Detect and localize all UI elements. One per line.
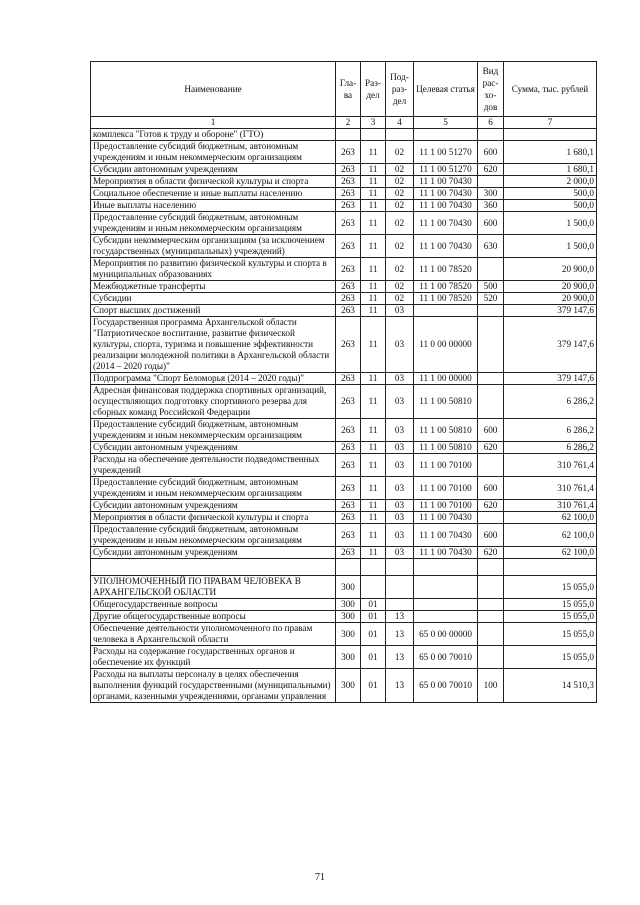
row-target: 11 1 00 70430	[414, 176, 478, 188]
row-vid: 620	[478, 500, 504, 512]
row-podrazdel: 02	[386, 281, 414, 293]
column-number: 7	[504, 117, 597, 129]
row-glava: 263	[336, 293, 361, 305]
row-podrazdel: 13	[386, 623, 414, 646]
row-podrazdel: 13	[386, 611, 414, 623]
row-vid: 600	[478, 212, 504, 235]
row-razdel: 11	[361, 305, 386, 317]
row-name: Спорт высших достижений	[91, 305, 336, 317]
row-target: 65 0 00 70010	[414, 669, 478, 703]
table-row	[91, 419, 597, 442]
row-glava: 300	[336, 599, 361, 611]
row-glava: 263	[336, 547, 361, 559]
row-sum: 14 510,3	[504, 669, 597, 703]
column-number: 5	[414, 117, 478, 129]
row-sum: 6 286,2	[504, 442, 597, 454]
row-razdel: 11	[361, 293, 386, 305]
row-glava: 300	[336, 646, 361, 669]
row-target: 11 1 00 70430	[414, 512, 478, 524]
row-razdel: 11	[361, 419, 386, 442]
row-podrazdel: 02	[386, 212, 414, 235]
row-target	[414, 611, 478, 623]
row-sum: 20 900,0	[504, 293, 597, 305]
column-number: 2	[336, 117, 361, 129]
row-name: Общегосударственные вопросы	[91, 599, 336, 611]
table-row	[91, 188, 597, 200]
row-sum: 20 900,0	[504, 258, 597, 281]
row-name: комплекса "Готов к труду и обороне" (ГТО)	[91, 129, 336, 141]
row-sum: 1 500,0	[504, 212, 597, 235]
table-row	[91, 235, 597, 258]
row-vid	[478, 599, 504, 611]
row-sum: 15 055,0	[504, 599, 597, 611]
row-glava: 263	[336, 212, 361, 235]
header-podrazdel: Под-раз-дел	[386, 62, 414, 117]
table-row	[91, 599, 597, 611]
row-vid: 620	[478, 442, 504, 454]
row-podrazdel	[386, 599, 414, 611]
row-sum: 15 055,0	[504, 576, 597, 599]
row-glava: 263	[336, 454, 361, 477]
row-podrazdel: 02	[386, 235, 414, 258]
row-target	[414, 599, 478, 611]
row-name: Адресная финансовая поддержка спортивных организаций, осуществляющих подготовку спортивного резерва для сборных команд Российской Федерации	[91, 385, 336, 419]
row-podrazdel	[386, 576, 414, 599]
header-name: Наименование	[91, 62, 336, 117]
row-name: Иные выплаты населению	[91, 200, 336, 212]
column-number: 1	[91, 117, 336, 129]
row-glava: 263	[336, 477, 361, 500]
table-row	[91, 317, 597, 373]
row-glava: 300	[336, 669, 361, 703]
table-row	[91, 559, 597, 576]
row-glava: 263	[336, 385, 361, 419]
row-razdel: 01	[361, 623, 386, 646]
row-podrazdel: 02	[386, 176, 414, 188]
row-name: Расходы на обеспечение деятельности подведомственных учреждений	[91, 454, 336, 477]
row-glava	[336, 129, 361, 141]
row-glava: 263	[336, 500, 361, 512]
row-razdel: 11	[361, 317, 386, 373]
row-sum: 15 055,0	[504, 623, 597, 646]
row-podrazdel: 03	[386, 524, 414, 547]
row-podrazdel: 02	[386, 200, 414, 212]
row-name: Предоставление субсидий бюджетным, автономным учреждениям и иным некоммерческим организациям	[91, 477, 336, 500]
row-target: 11 1 00 00000	[414, 373, 478, 385]
row-razdel: 11	[361, 373, 386, 385]
table-row	[91, 164, 597, 176]
row-razdel: 11	[361, 385, 386, 419]
row-razdel: 11	[361, 176, 386, 188]
row-glava: 300	[336, 611, 361, 623]
row-podrazdel: 03	[386, 419, 414, 442]
row-sum: 1 680,1	[504, 141, 597, 164]
page-number: 71	[315, 872, 325, 883]
table-row	[91, 385, 597, 419]
table-row	[91, 547, 597, 559]
row-target	[414, 559, 478, 576]
row-sum: 500,0	[504, 188, 597, 200]
row-podrazdel: 03	[386, 385, 414, 419]
row-vid	[478, 623, 504, 646]
row-podrazdel: 02	[386, 293, 414, 305]
row-target	[414, 129, 478, 141]
row-vid: 500	[478, 281, 504, 293]
column-number-row	[91, 117, 597, 129]
table-row	[91, 305, 597, 317]
row-podrazdel: 02	[386, 164, 414, 176]
row-razdel	[361, 559, 386, 576]
row-glava: 300	[336, 623, 361, 646]
row-name: Предоставление субсидий бюджетным, автономным учреждениям и иным некоммерческим организациям	[91, 212, 336, 235]
column-number: 4	[386, 117, 414, 129]
row-target: 11 1 00 51270	[414, 141, 478, 164]
row-name: Субсидии автономным учреждениям	[91, 442, 336, 454]
row-sum: 20 900,0	[504, 281, 597, 293]
row-sum: 379 147,6	[504, 305, 597, 317]
row-razdel: 01	[361, 611, 386, 623]
row-sum: 62 100,0	[504, 524, 597, 547]
table-row	[91, 646, 597, 669]
row-razdel: 01	[361, 646, 386, 669]
row-target: 11 1 00 70100	[414, 477, 478, 500]
row-podrazdel	[386, 129, 414, 141]
row-glava: 300	[336, 576, 361, 599]
row-razdel: 01	[361, 599, 386, 611]
row-target: 11 1 00 78520	[414, 258, 478, 281]
row-target: 11 1 00 70430	[414, 547, 478, 559]
row-target: 11 1 00 50810	[414, 442, 478, 454]
row-sum: 62 100,0	[504, 547, 597, 559]
row-podrazdel: 02	[386, 258, 414, 281]
row-name: Субсидии автономным учреждениям	[91, 547, 336, 559]
row-sum	[504, 129, 597, 141]
row-sum: 1 500,0	[504, 235, 597, 258]
row-target: 11 1 00 78520	[414, 293, 478, 305]
table-row	[91, 258, 597, 281]
row-glava: 263	[336, 442, 361, 454]
row-razdel: 11	[361, 235, 386, 258]
table-row	[91, 611, 597, 623]
row-vid: 600	[478, 141, 504, 164]
row-name: Государственная программа Архангельской области "Патриотическое воспитание, развитие физической культуры, спорта, туризма и повышение эффективности реализации молодежной политики в Архангельской области (2014 – 2020 годы)"	[91, 317, 336, 373]
table-row	[91, 454, 597, 477]
row-target	[414, 305, 478, 317]
row-sum: 15 055,0	[504, 611, 597, 623]
row-target	[414, 576, 478, 599]
row-name: Субсидии автономным учреждениям	[91, 500, 336, 512]
row-target: 11 1 00 70430	[414, 235, 478, 258]
table-body	[91, 129, 597, 703]
row-sum	[504, 559, 597, 576]
header-glava: Гла-ва	[336, 62, 361, 117]
row-target: 11 1 00 70430	[414, 188, 478, 200]
row-name: Предоставление субсидий бюджетным, автономным учреждениям и иным некоммерческим организациям	[91, 141, 336, 164]
row-target: 11 1 00 70430	[414, 212, 478, 235]
row-glava: 263	[336, 235, 361, 258]
row-name: Субсидии	[91, 293, 336, 305]
row-razdel: 11	[361, 512, 386, 524]
row-target: 11 1 00 70100	[414, 454, 478, 477]
row-razdel: 11	[361, 442, 386, 454]
row-glava: 263	[336, 258, 361, 281]
header-sum: Сумма, тыс. рублей	[504, 62, 597, 117]
column-number: 6	[478, 117, 504, 129]
row-sum: 310 761,4	[504, 454, 597, 477]
row-name: Расходы на выплаты персоналу в целях обеспечения выполнения функций государственными (муниципальными) органами, казенными учреждениями, органами управления	[91, 669, 336, 703]
table-row	[91, 200, 597, 212]
row-name: Социальное обеспечение и иные выплаты населению	[91, 188, 336, 200]
row-vid	[478, 646, 504, 669]
row-vid	[478, 317, 504, 373]
row-podrazdel: 13	[386, 646, 414, 669]
row-podrazdel: 03	[386, 373, 414, 385]
row-razdel: 11	[361, 258, 386, 281]
header-target: Целевая статья	[414, 62, 478, 117]
row-podrazdel: 03	[386, 512, 414, 524]
row-name: Субсидии автономным учреждениям	[91, 164, 336, 176]
row-podrazdel: 03	[386, 477, 414, 500]
row-name: Межбюджетные трансферты	[91, 281, 336, 293]
row-glava: 263	[336, 419, 361, 442]
row-vid	[478, 305, 504, 317]
row-target: 11 0 00 00000	[414, 317, 478, 373]
row-razdel	[361, 576, 386, 599]
row-sum: 62 100,0	[504, 512, 597, 524]
row-glava: 263	[336, 512, 361, 524]
table-row	[91, 623, 597, 646]
row-vid: 600	[478, 477, 504, 500]
row-razdel: 11	[361, 454, 386, 477]
row-razdel	[361, 129, 386, 141]
row-glava	[336, 559, 361, 576]
row-sum: 2 000,0	[504, 176, 597, 188]
row-razdel: 11	[361, 281, 386, 293]
row-name: Предоставление субсидий бюджетным, автономным учреждениям и иным некоммерческим организациям	[91, 524, 336, 547]
table-row	[91, 141, 597, 164]
row-target: 11 1 00 50810	[414, 385, 478, 419]
row-podrazdel: 13	[386, 669, 414, 703]
row-razdel: 11	[361, 188, 386, 200]
table-row	[91, 176, 597, 188]
row-sum: 15 055,0	[504, 646, 597, 669]
row-vid: 520	[478, 293, 504, 305]
row-glava: 263	[336, 305, 361, 317]
row-vid	[478, 512, 504, 524]
row-glava: 263	[336, 200, 361, 212]
row-vid: 100	[478, 669, 504, 703]
table-row	[91, 281, 597, 293]
header-razdel: Раз-дел	[361, 62, 386, 117]
row-vid: 620	[478, 547, 504, 559]
row-vid: 630	[478, 235, 504, 258]
row-podrazdel: 02	[386, 188, 414, 200]
row-name: Расходы на содержание государственных органов и обеспечение их функций	[91, 646, 336, 669]
row-name: Предоставление субсидий бюджетным, автономным учреждениям и иным некоммерческим организациям	[91, 419, 336, 442]
table-row	[91, 212, 597, 235]
row-sum: 500,0	[504, 200, 597, 212]
row-sum: 379 147,6	[504, 317, 597, 373]
row-vid: 300	[478, 188, 504, 200]
row-razdel: 11	[361, 164, 386, 176]
row-podrazdel: 03	[386, 500, 414, 512]
table-row	[91, 477, 597, 500]
row-vid: 600	[478, 524, 504, 547]
row-glava: 263	[336, 524, 361, 547]
row-podrazdel	[386, 559, 414, 576]
row-sum: 310 761,4	[504, 477, 597, 500]
table-row	[91, 129, 597, 141]
table-row	[91, 442, 597, 454]
row-sum: 310 761,4	[504, 500, 597, 512]
row-razdel: 11	[361, 200, 386, 212]
row-podrazdel: 03	[386, 547, 414, 559]
row-razdel: 11	[361, 547, 386, 559]
row-podrazdel: 03	[386, 454, 414, 477]
row-sum: 6 286,2	[504, 419, 597, 442]
row-vid	[478, 559, 504, 576]
table-row	[91, 576, 597, 599]
header-row	[91, 62, 597, 117]
row-razdel: 11	[361, 524, 386, 547]
row-vid: 600	[478, 419, 504, 442]
row-vid	[478, 373, 504, 385]
row-target: 11 1 00 70430	[414, 200, 478, 212]
row-razdel: 11	[361, 141, 386, 164]
row-target: 11 1 00 51270	[414, 164, 478, 176]
row-glava: 263	[336, 141, 361, 164]
table-row	[91, 293, 597, 305]
row-glava: 263	[336, 373, 361, 385]
row-target: 11 1 00 78520	[414, 281, 478, 293]
column-number: 3	[361, 117, 386, 129]
row-podrazdel: 02	[386, 141, 414, 164]
row-razdel: 01	[361, 669, 386, 703]
table-row	[91, 512, 597, 524]
row-name	[91, 559, 336, 576]
row-podrazdel: 03	[386, 442, 414, 454]
row-razdel: 11	[361, 477, 386, 500]
row-sum: 6 286,2	[504, 385, 597, 419]
row-vid	[478, 576, 504, 599]
row-vid	[478, 176, 504, 188]
budget-table	[90, 61, 597, 703]
row-name: Субсидии некоммерческим организациям (за исключением государственных (муниципальных) учреждений)	[91, 235, 336, 258]
row-target: 65 0 00 00000	[414, 623, 478, 646]
header-vid: Вид рас-хо-дов	[478, 62, 504, 117]
row-glava: 263	[336, 317, 361, 373]
table-row	[91, 669, 597, 703]
row-glava: 263	[336, 281, 361, 293]
table-row	[91, 500, 597, 512]
row-target: 11 1 00 70100	[414, 500, 478, 512]
row-vid	[478, 611, 504, 623]
row-glava: 263	[336, 176, 361, 188]
row-glava: 263	[336, 188, 361, 200]
row-glava: 263	[336, 164, 361, 176]
table-row	[91, 373, 597, 385]
row-target: 11 1 00 50810	[414, 419, 478, 442]
row-name: Мероприятия в области физической культуры и спорта	[91, 512, 336, 524]
row-podrazdel: 03	[386, 317, 414, 373]
row-vid	[478, 385, 504, 419]
row-vid: 360	[478, 200, 504, 212]
row-sum: 1 680,1	[504, 164, 597, 176]
row-sum: 379 147,6	[504, 373, 597, 385]
row-name: УПОЛНОМОЧЕННЫЙ ПО ПРАВАМ ЧЕЛОВЕКА В АРХАНГЕЛЬСКОЙ ОБЛАСТИ	[91, 576, 336, 599]
row-target: 65 0 00 70010	[414, 646, 478, 669]
row-vid	[478, 258, 504, 281]
row-name: Мероприятия по развитию физической культуры и спорта в муниципальных образованиях	[91, 258, 336, 281]
row-razdel: 11	[361, 500, 386, 512]
row-name: Другие общегосударственные вопросы	[91, 611, 336, 623]
row-target: 11 1 00 70430	[414, 524, 478, 547]
row-vid	[478, 129, 504, 141]
row-razdel: 11	[361, 212, 386, 235]
row-name: Подпрограмма "Спорт Беломорья (2014 – 2020 годы)"	[91, 373, 336, 385]
row-name: Мероприятия в области физической культуры и спорта	[91, 176, 336, 188]
row-vid	[478, 454, 504, 477]
table-row	[91, 524, 597, 547]
row-vid: 620	[478, 164, 504, 176]
row-podrazdel: 03	[386, 305, 414, 317]
row-name: Обеспечение деятельности уполномоченного по правам человека в Архангельской области	[91, 623, 336, 646]
